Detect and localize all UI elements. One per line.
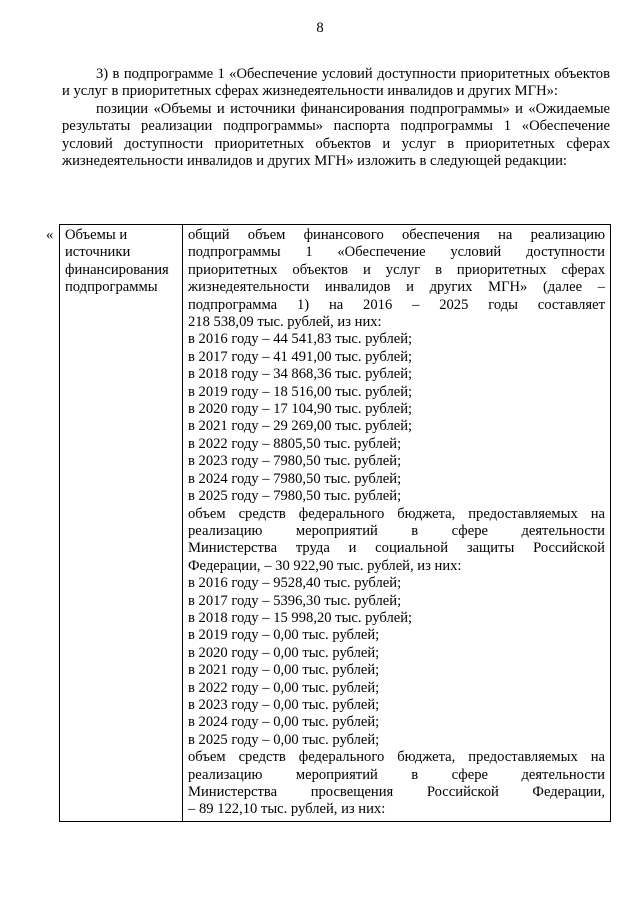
intro-text bbox=[62, 66, 610, 170]
list-item: в 2022 году – 0,00 тыс. рублей; bbox=[188, 679, 380, 696]
list-item: в 2018 году – 15 998,20 тыс. рублей; bbox=[188, 609, 413, 626]
list-item: в 2024 году – 7980,50 тыс. рублей; bbox=[188, 470, 402, 487]
total-line: общий объем финансового обеспечения на реализацию bbox=[188, 227, 605, 243]
education-line: реализацию мероприятий в сфере деятельности bbox=[188, 766, 605, 783]
labor-line: объем средств федерального бюджета, предоставляемых на bbox=[188, 505, 605, 522]
passport-table bbox=[59, 224, 611, 822]
list-item: в 2021 году – 0,00 тыс. рублей; bbox=[188, 662, 380, 679]
list-item: в 2023 году – 7980,50 тыс. рублей; bbox=[188, 453, 402, 470]
list-item: в 2025 году – 0,00 тыс. рублей; bbox=[188, 731, 380, 748]
list-item: в 2024 году – 0,00 тыс. рублей; bbox=[188, 714, 380, 731]
list-item: в 2022 году – 8805,50 тыс. рублей; bbox=[188, 435, 402, 452]
list-item: в 2018 году – 34 868,36 тыс. рублей; bbox=[188, 366, 413, 383]
list-item: в 2023 году – 0,00 тыс. рублей; bbox=[188, 696, 380, 713]
funding-label: Объемы и источники финансирования подпрограммы bbox=[65, 227, 169, 296]
education-line: Министерства просвещения Российской Федерации, bbox=[188, 784, 605, 800]
funding-content-cell bbox=[183, 225, 611, 822]
list-item: в 2017 году – 5396,30 тыс. рублей; bbox=[188, 592, 402, 609]
labor-line: реализацию мероприятий в сфере деятельности bbox=[188, 522, 605, 539]
list-item: в 2017 году – 41 491,00 тыс. рублей; bbox=[188, 348, 413, 365]
table-row bbox=[60, 225, 611, 822]
education-line: объем средств федерального бюджета, предоставляемых на bbox=[188, 749, 605, 766]
list-item: в 2021 году – 29 269,00 тыс. рублей; bbox=[188, 418, 413, 435]
intro-paragraph-amendment: 3) в подпрограмме 1 «Обеспечение условий доступности приоритетных объектов и услуг в приоритетных сферах жизнедеятельности инвалидов и других МГН»: bbox=[62, 66, 610, 100]
total-line: приоритетных объектов и услуг в приоритетных сферах bbox=[188, 261, 605, 278]
total-line: подпрограммы 1 «Обеспечение условий доступности bbox=[188, 244, 605, 261]
education-amount-line: – 89 122,10 тыс. рублей, из них: bbox=[188, 801, 386, 818]
funding-label-cell bbox=[60, 225, 183, 822]
list-item: в 2019 году – 0,00 тыс. рублей; bbox=[188, 627, 380, 644]
education-ministry-block bbox=[188, 749, 605, 819]
list-item: в 2020 году – 0,00 тыс. рублей; bbox=[188, 644, 380, 661]
total-years-list bbox=[188, 331, 605, 505]
total-funding-block bbox=[188, 227, 605, 331]
total-line: жизнедеятельности инвалидов и других МГН» (далее – bbox=[188, 279, 605, 296]
labor-ministry-block bbox=[188, 506, 605, 576]
total-amount-line: 218 538,09 тыс. рублей, из них: bbox=[188, 314, 382, 331]
labor-line: Министерства труда и социальной защиты Российской bbox=[188, 540, 605, 557]
page-number: 8 bbox=[316, 20, 324, 36]
total-line: подпрограмма 1) на 2016 – 2025 годы составляет bbox=[188, 296, 605, 313]
list-item: в 2016 году – 44 541,83 тыс. рублей; bbox=[188, 331, 413, 348]
list-item: в 2020 году – 17 104,90 тыс. рублей; bbox=[188, 401, 413, 418]
labor-amount-line: Федерации, – 30 922,90 тыс. рублей, из них: bbox=[188, 557, 462, 574]
list-item: в 2025 году – 7980,50 тыс. рублей; bbox=[188, 488, 402, 505]
opening-quote-mark: « bbox=[46, 227, 54, 243]
labor-years-list bbox=[188, 575, 605, 749]
intro-paragraph-positions: позиции «Объемы и источники финансирования подпрограммы» и «Ожидаемые результаты реализации подпрограммы» паспорта подпрограммы 1 «Обеспечение условий доступности приоритетных объектов и услуг в приоритетных сферах жизнедеятельности инвалидов и других МГН» изложить в следующей редакции: bbox=[62, 100, 610, 170]
list-item: в 2019 году – 18 516,00 тыс. рублей; bbox=[188, 383, 413, 400]
list-item: в 2016 году – 9528,40 тыс. рублей; bbox=[188, 575, 402, 592]
